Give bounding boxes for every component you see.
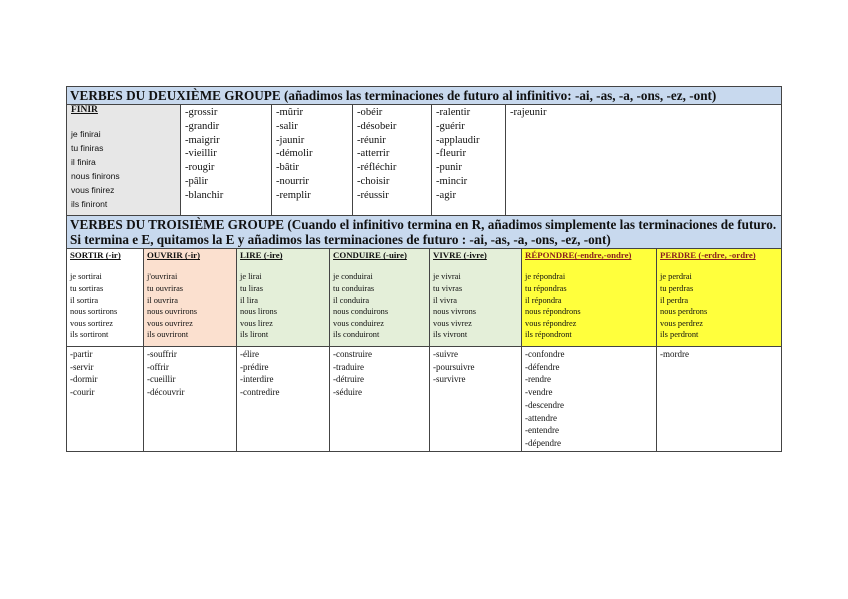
model-title: CONDUIRE (-uire) xyxy=(333,250,407,261)
verb-item: -poursuivre xyxy=(433,361,475,372)
conjugation-form: il sortira xyxy=(70,295,99,305)
model-title: OUVRIR (-ir) xyxy=(147,250,201,261)
verb-item: -attendre xyxy=(525,412,557,423)
conjugation-form: ils conduiront xyxy=(333,330,380,340)
verb-item: -entendre xyxy=(525,425,559,436)
verb-item: -bâtir xyxy=(276,162,299,174)
conjugation-form: vous finirez xyxy=(71,184,115,195)
conjugation-form: ils ouvriront xyxy=(147,330,189,340)
conjugation-form: il finira xyxy=(71,156,96,167)
conjugation-form: tu liras xyxy=(240,284,264,294)
conjugation-form: il vivra xyxy=(433,295,457,305)
verb-item: -rajeunir xyxy=(510,107,547,118)
conjugation-form: ils perdront xyxy=(660,330,699,340)
verbs-lire xyxy=(237,347,330,452)
verb-item: -obéir xyxy=(357,107,383,118)
conjugation-form: tu sortiras xyxy=(70,284,104,294)
group2-header: VERBES DU DEUXIÈME GROUPE (añadimos las terminaciones de futuro al infinitivo: -ai, -as, -a, -ons, -ez, -ont) xyxy=(67,87,782,105)
verbs-perdre xyxy=(657,347,782,452)
conjugation-form: ils sortiront xyxy=(70,330,109,340)
finir-title: FINIR xyxy=(71,105,98,115)
model-sortir xyxy=(67,249,144,347)
verbs-vivre xyxy=(430,347,522,452)
model-lire xyxy=(237,249,330,347)
conjugation-form: j'ouvrirai xyxy=(147,272,178,282)
group3-table xyxy=(66,215,782,451)
verbs-ouvrir xyxy=(144,347,237,452)
verb-item: -courir xyxy=(70,387,95,398)
conjugation-form: il ouvrira xyxy=(147,295,178,305)
conjugation-form: ils répondront xyxy=(525,330,572,340)
conjugation-form: tu ouvriras xyxy=(147,284,184,294)
verb-item: -désobeir xyxy=(357,120,397,132)
verb-item: -fleurir xyxy=(436,148,466,160)
verb-item: -mûrir xyxy=(276,107,304,118)
verb-item: -rendre xyxy=(525,374,551,385)
model-ouvrir xyxy=(144,249,237,347)
verb-item: -élire xyxy=(240,349,259,359)
verb-item: -partir xyxy=(70,349,93,359)
verbs-sortir xyxy=(67,347,144,452)
model-title: VIVRE (-ivre) xyxy=(433,250,487,261)
conjugation-form: je finirai xyxy=(71,129,101,139)
model-perdre xyxy=(657,249,782,347)
conjugation-form: nous ouvrirons xyxy=(147,307,198,317)
verb-item: -grandir xyxy=(185,120,220,132)
verb-item: -mordre xyxy=(660,349,689,359)
verb-item: -remplir xyxy=(276,189,311,201)
conjugation-form: nous finirons xyxy=(71,170,120,181)
conjugation-form: ils vivront xyxy=(433,330,468,340)
verb-item: -séduire xyxy=(333,387,362,398)
conjugation-form: vous sortirez xyxy=(70,318,114,328)
model-title: SORTIR (-ir) xyxy=(70,250,121,261)
verb-item: -réussir xyxy=(357,189,389,201)
verb-item: -agir xyxy=(436,189,456,201)
verb-item: -démolir xyxy=(276,148,313,160)
conjugation-form: vous ouvrirez xyxy=(147,318,193,328)
verbs-repondre xyxy=(522,347,657,452)
verb-item: -réfléchir xyxy=(357,162,397,174)
verb-list-col-3 xyxy=(353,105,432,216)
verb-item: -pâlir xyxy=(185,175,208,187)
verb-item: -prédire xyxy=(240,361,269,372)
verb-item: -blanchir xyxy=(185,189,224,201)
conjugation-form: tu répondras xyxy=(525,284,567,294)
conjugation-form: nous vivrons xyxy=(433,307,477,317)
conjugation-form: je conduirai xyxy=(333,272,373,282)
verb-list-col-2 xyxy=(272,105,353,216)
model-repondre xyxy=(522,249,657,347)
verb-item: -punir xyxy=(436,162,462,174)
conjugation-form: nous sortirons xyxy=(70,307,118,317)
verb-item: -survivre xyxy=(433,374,466,385)
verb-item: -construire xyxy=(333,349,372,359)
verb-item: -dépendre xyxy=(525,437,561,448)
verb-item: -cueillir xyxy=(147,374,176,385)
conjugation-form: je perdrai xyxy=(660,272,692,282)
verb-item: -ralentir xyxy=(436,107,471,118)
verb-item: -détruire xyxy=(333,374,364,385)
conjugation-form: nous répondrons xyxy=(525,307,581,317)
verb-item: -interdire xyxy=(240,374,274,385)
conjugation-form: ils finiront xyxy=(71,198,108,209)
verb-item: -nourrir xyxy=(276,175,309,187)
verb-item: -traduire xyxy=(333,361,364,372)
verb-item: -rougir xyxy=(185,162,215,174)
conjugation-form: vous conduirez xyxy=(333,318,384,328)
verb-item: -dormir xyxy=(70,374,98,385)
group2-table xyxy=(66,86,782,216)
conjugation-form: vous perdrez xyxy=(660,318,704,328)
conjugation-form: il lira xyxy=(240,295,258,305)
verb-item: -souffrir xyxy=(147,349,177,359)
verb-list-col-1 xyxy=(181,105,272,216)
conjugation-form: tu finiras xyxy=(71,142,104,153)
model-conduire xyxy=(330,249,430,347)
conjugation-form: tu perdras xyxy=(660,284,694,294)
verb-item: -mincir xyxy=(436,175,468,187)
verb-item: -applaudir xyxy=(436,134,480,146)
finir-model-cell xyxy=(67,105,181,216)
conjugation-form: tu vivras xyxy=(433,284,463,294)
verb-item: -réunir xyxy=(357,134,386,146)
verb-item: -servir xyxy=(70,361,94,372)
verb-item: -vendre xyxy=(525,387,553,398)
verb-item: -atterrir xyxy=(357,148,390,160)
model-title: LIRE (-ire) xyxy=(240,250,283,261)
verbs-conduire xyxy=(330,347,430,452)
verb-item: -choisir xyxy=(357,175,390,187)
verb-item: -guérir xyxy=(436,120,465,132)
verb-item: -vieillir xyxy=(185,148,217,160)
group3-header: VERBES DU TROISIÈME GROUPE (Cuando el infinitivo termina en R, añadimos simplemente las terminaciones de futuro. Si termina e E, quitamos la E y añadimos las terminaciones de futuro : -ai, -as, -a, -ons, -ez, -ont) xyxy=(67,216,782,249)
conjugation-form: nous perdrons xyxy=(660,307,708,317)
verb-item: -confondre xyxy=(525,349,565,359)
conjugation-form: tu conduiras xyxy=(333,284,375,294)
verb-item: -découvrir xyxy=(147,387,185,398)
verb-item: -maigrir xyxy=(185,134,220,146)
model-title: PERDRE (-erdre, -ordre) xyxy=(660,250,756,261)
conjugation-form: je lirai xyxy=(240,272,262,282)
conjugation-form: il conduira xyxy=(333,295,370,305)
conjugation-form: nous lirons xyxy=(240,307,277,317)
verb-item: -salir xyxy=(276,120,298,132)
conjugation-form: ils liront xyxy=(240,330,269,340)
conjugation-form: vous répondrez xyxy=(525,318,577,328)
verb-item: -grossir xyxy=(185,107,218,118)
verb-item: -offrir xyxy=(147,361,169,372)
verb-item: -descendre xyxy=(525,399,564,410)
verb-list-col-5 xyxy=(506,105,782,216)
verb-item: -suivre xyxy=(433,349,458,359)
conjugation-form: vous vivrez xyxy=(433,318,472,328)
conjugation-form: je sortirai xyxy=(70,272,102,282)
verb-list-col-4 xyxy=(432,105,506,216)
model-vivre xyxy=(430,249,522,347)
verb-item: -défendre xyxy=(525,361,560,372)
conjugation-form: il perdra xyxy=(660,295,689,305)
model-title: RÉPONDRE(-endre,-ondre) xyxy=(525,250,632,261)
conjugation-form: je répondrai xyxy=(525,272,566,282)
conjugation-form: je vivrai xyxy=(433,272,461,282)
conjugation-sheet xyxy=(66,86,781,452)
conjugation-form: nous conduirons xyxy=(333,307,389,317)
verb-item: -jaunir xyxy=(276,134,305,146)
conjugation-form: il répondra xyxy=(525,295,562,305)
verb-item: -contredire xyxy=(240,387,280,398)
conjugation-form: vous lirez xyxy=(240,318,273,328)
